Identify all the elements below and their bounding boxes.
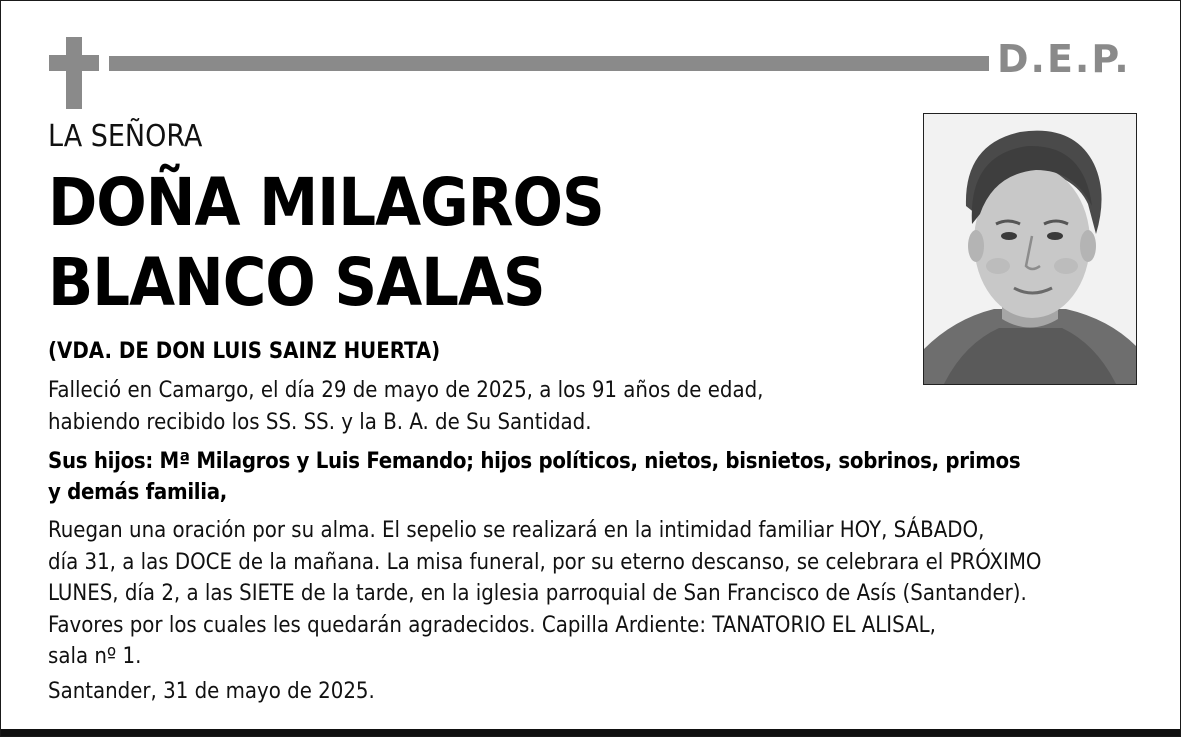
- bottom-rule: [1, 729, 1180, 736]
- cross-icon: [49, 37, 99, 109]
- header-rule: [109, 56, 989, 71]
- deceased-name-line2: BLANCO SALAS: [48, 244, 545, 321]
- text-line: sala nº 1.: [48, 644, 142, 669]
- family-list: [48, 446, 1020, 508]
- text-line: Sus hijos: Mª Milagros y Luis Femando; hijos políticos, nietos, bisnietos, sobrinos, primos: [48, 449, 1021, 474]
- deceased-name-line1: DOÑA MILAGROS: [48, 164, 604, 241]
- death-notice: [48, 375, 763, 438]
- closing-line: Santander, 31 de mayo de 2025.: [48, 679, 375, 704]
- dep-heading: D.E.P.: [997, 37, 1131, 81]
- text-line: Falleció en Camargo, el día 29 de mayo de 2025, a los 91 años de edad,: [48, 378, 764, 403]
- portrait-photo: [923, 113, 1137, 385]
- text-line: Favores por los cuales les quedarán agradecidos. Capilla Ardiente: TANATORIO EL ALISAL,: [48, 612, 936, 638]
- text-line: y demás familia,: [48, 480, 228, 505]
- text-line: LUNES, día 2, a las SIETE de la tarde, en la iglesia parroquial de San Francisco de Asís (Santander).: [48, 581, 1027, 606]
- text-line: día 31, a las DOCE de la mañana. La misa funeral, por su eterno descanso, se celebrara el PRÓXIMO: [48, 549, 1042, 575]
- text-line: Ruegan una oración por su alma. El sepelio se realizará en la intimidad familiar HOY, SÁBADO,: [48, 518, 985, 543]
- service-info: [48, 515, 1041, 673]
- widow-of: (VDA. DE DON LUIS SAINZ HUERTA): [48, 339, 441, 364]
- text-line: habiendo recibido los SS. SS. y la B. A. de Su Santidad.: [48, 409, 592, 435]
- title-prefix: LA SEÑORA: [48, 119, 203, 154]
